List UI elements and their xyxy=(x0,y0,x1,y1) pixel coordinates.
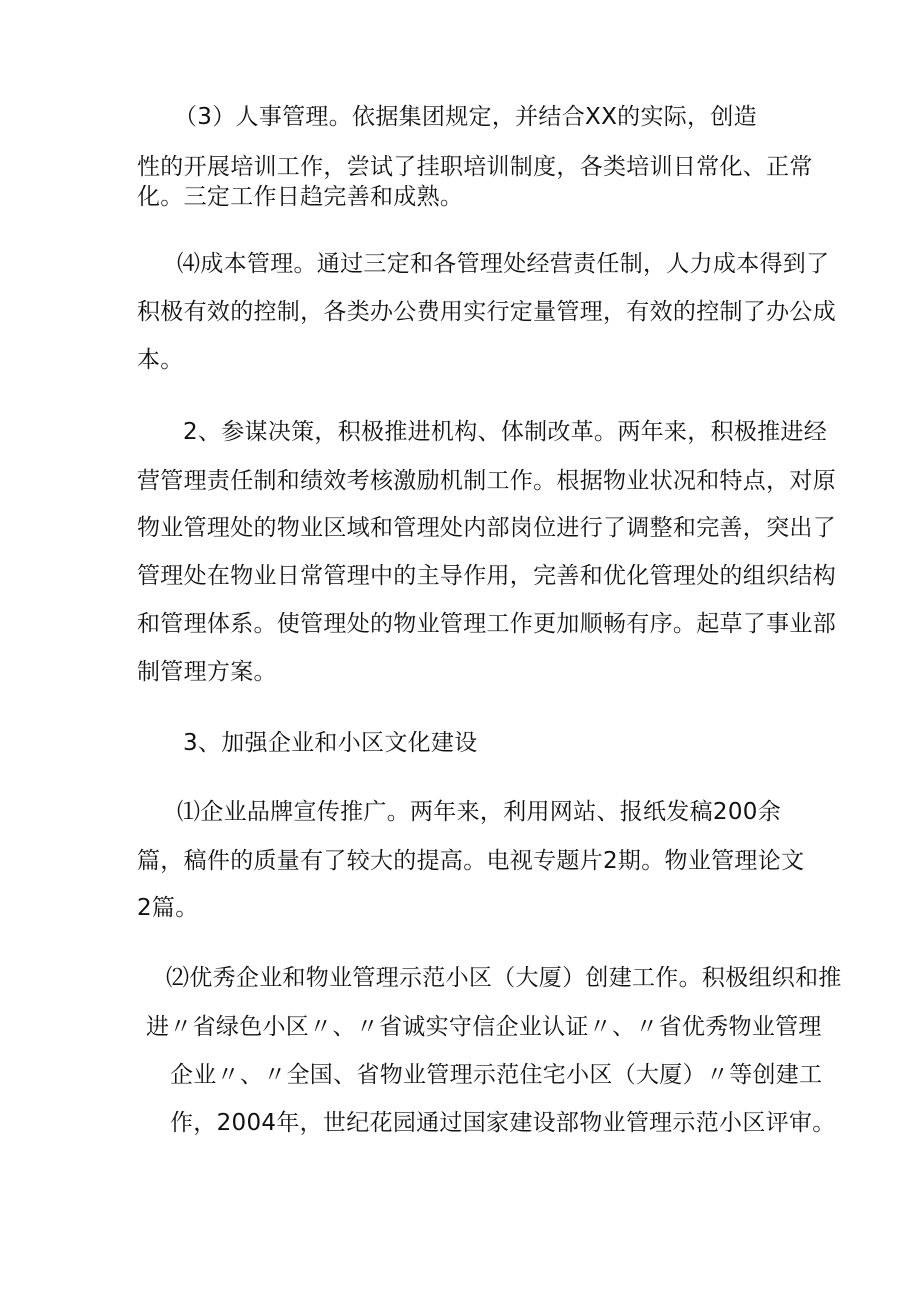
text-line: 3、加强企业和小区文化建设 xyxy=(183,730,478,756)
text-line: 管理处在物业日常管理中的主导作用，完善和优化管理处的组织结构 xyxy=(137,563,836,589)
text-line: 物业管理处的物业区域和管理处内部岗位进行了调整和完善，突出了 xyxy=(137,515,836,541)
text-line: 2、参谋决策，积极推进机构、体制改革。两年来，积极推进经 xyxy=(183,419,828,445)
text-line: ⑷成本管理。通过三定和各管理处经营责任制，人力成本得到了 xyxy=(177,251,830,277)
text-line: 进〃省绿色小区〃、〃省诚实守信企业认证〃、〃省优秀物业管理 xyxy=(146,1014,822,1040)
text-line: 篇，稿件的质量有了较大的提高。电视专题片2期。物业管理论文 xyxy=(137,848,805,874)
text-line: 作，2004年，世纪花园通过国家建设部物业管理示范小区评审。 xyxy=(170,1110,836,1136)
text-line: ⑵优秀企业和物业管理示范小区（大厦）创建工作。积极组织和推 xyxy=(166,965,842,991)
text-line: 营管理责任制和绩效考核激励机制工作。根据物业状况和特点，对原 xyxy=(137,468,836,494)
text-line: 积极有效的控制，各类办公费用实行定量管理，有效的控制了办公成 xyxy=(137,299,836,325)
text-line: 企业〃、〃全国、省物业管理示范住宅小区（大厦）〃等创建工 xyxy=(170,1062,823,1088)
text-line: 2篇。 xyxy=(137,895,199,921)
text-line: 本。 xyxy=(137,347,184,373)
text-line: ⑴企业品牌宣传推广。两年来，利用网站、报纸发稿200余 xyxy=(177,799,781,825)
text-line: （3）人事管理。依据集团规定，并结合XX的实际，创造 xyxy=(174,104,757,130)
text-line: 和管理体系。使管理处的物业管理工作更加顺畅有序。起草了事业部 xyxy=(137,611,836,637)
text-line: 性的开展培训工作，尝试了挂职培训制度，各类培训日常化、正常 xyxy=(137,154,813,180)
text-line: 化。三定工作日趋完善和成熟。 xyxy=(137,184,464,210)
text-line: 制管理方案。 xyxy=(137,659,277,685)
